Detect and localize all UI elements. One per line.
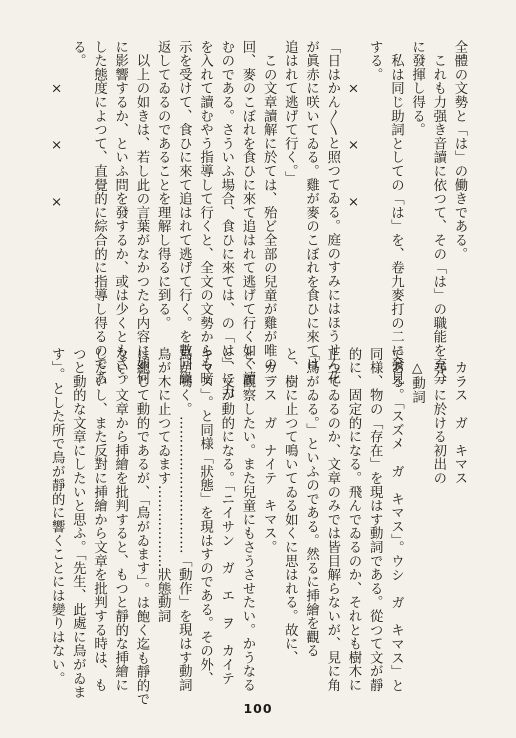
text-line: る。 — [70, 40, 86, 68]
text-line: と、文が動的になる。「ニイサン ガ エ ヲ カイテ — [218, 347, 234, 686]
text-line: に發揮し得る。 — [409, 40, 425, 137]
text-line: 追はれて逃げて行く。」 — [282, 40, 298, 186]
text-line: 止つてゐるのか、文章のみでは皆目解らないが、見に角 — [324, 347, 340, 692]
text-line: 回、麥のこぼれを食ひに來て追はれて逃げて行く如く讀 — [239, 40, 255, 385]
text-line: 示を受けて、食ひに來て追はれて逃げて行く。を數回繰 — [176, 40, 192, 385]
text-line: を入れて讀むやう指導して行くと、全文の文勢からも暗 — [197, 40, 213, 385]
text-line: 鳥が鳴く。…………………………「動作」を現はす動詞 — [176, 347, 192, 692]
text-line: ない。文章から挿繪を批判すると、もつと靜的な挿繪に — [112, 347, 128, 692]
text-line: むのである。さういふ場合、食ひに來ては、の「は」に力 — [218, 40, 234, 399]
text-line: × × × — [345, 40, 361, 211]
text-line: 「日はかん〳〵と照つてゐる。庭のすみにはほうせん花 — [324, 40, 340, 385]
text-line: キマス」。と同様「狀態」を現はすのである。その外、 — [197, 347, 213, 686]
text-line: この文章讀解に於ては、殆ど全部の兒童が雞が唯の一 — [261, 40, 277, 385]
text-line: 的に、固定的になる。飛んでゐるのか、それとも樹木に — [345, 347, 361, 692]
text-line: 「鳥がゐる。」といふのである。然るに挿繪を觀る — [303, 347, 319, 658]
text-line: する。 — [367, 40, 383, 82]
text-line: と、觀察したい。また兒童にもさうさせたい。かうなる — [239, 347, 255, 692]
text-line: これも力强き音讀に依つて、その「は」の職能を充分 — [430, 40, 446, 385]
text-line: カラス ガ ナイテ キマス。 — [261, 347, 277, 554]
text-line: 同様、物の「存在」を現はす動詞である。從つて文が靜 — [367, 347, 383, 692]
text-line: に影響するか、といふ問を發するか、或は少くともさう — [112, 40, 128, 385]
text-line: 鳥が木に止つてゐます………………狀態動詞 — [155, 347, 171, 623]
text-line: 全體の文勢と「は」の働きである。 — [452, 40, 467, 261]
text-line: は總じて動的であるが、「鳥がゐます」。は飽く迄も靜的で — [133, 347, 149, 707]
text-line: 以上の如きは、若し此の言葉がなかつたら内容に如何 — [133, 40, 149, 385]
text-line: と、樹に止つて鳴いてゐる如くに思はれる。故に、 — [282, 347, 298, 665]
lower-text-block — [0, 347, 470, 707]
text-line: カラス ガ キマス — [452, 347, 467, 485]
text-line: つと動的な文章にしたいと思ふ。「先生、此處に鳥がゐま — [70, 347, 86, 700]
text-line: したいし、また反對に挿繪から文章を批判する時は、も — [91, 347, 107, 692]
text-line: 尋一に於ける初出の — [430, 347, 446, 485]
text-line: である。「スズメ ガ キマス」。ウシ ガ キマス」と — [388, 347, 404, 693]
text-line: した態度によつて、直覺的に綜合的に指導し得るのであ — [91, 40, 107, 385]
text-line: △動詞 — [409, 347, 425, 404]
text-line: す」。とした所で鳥が靜的に響くことには變りはない。 — [49, 347, 65, 686]
text-line: が眞赤に咲いてゐる。雞が麥のこぼれを食ひに來ては — [303, 40, 319, 372]
page-number: 100 — [243, 701, 273, 716]
text-line: × × × — [49, 40, 65, 211]
text-line: 私は同じ助詞としての「は」を、卷九麥打の二に發見 — [388, 40, 404, 385]
text-line: 返してゐるのであることを理解し得るに到る。 — [155, 40, 171, 330]
